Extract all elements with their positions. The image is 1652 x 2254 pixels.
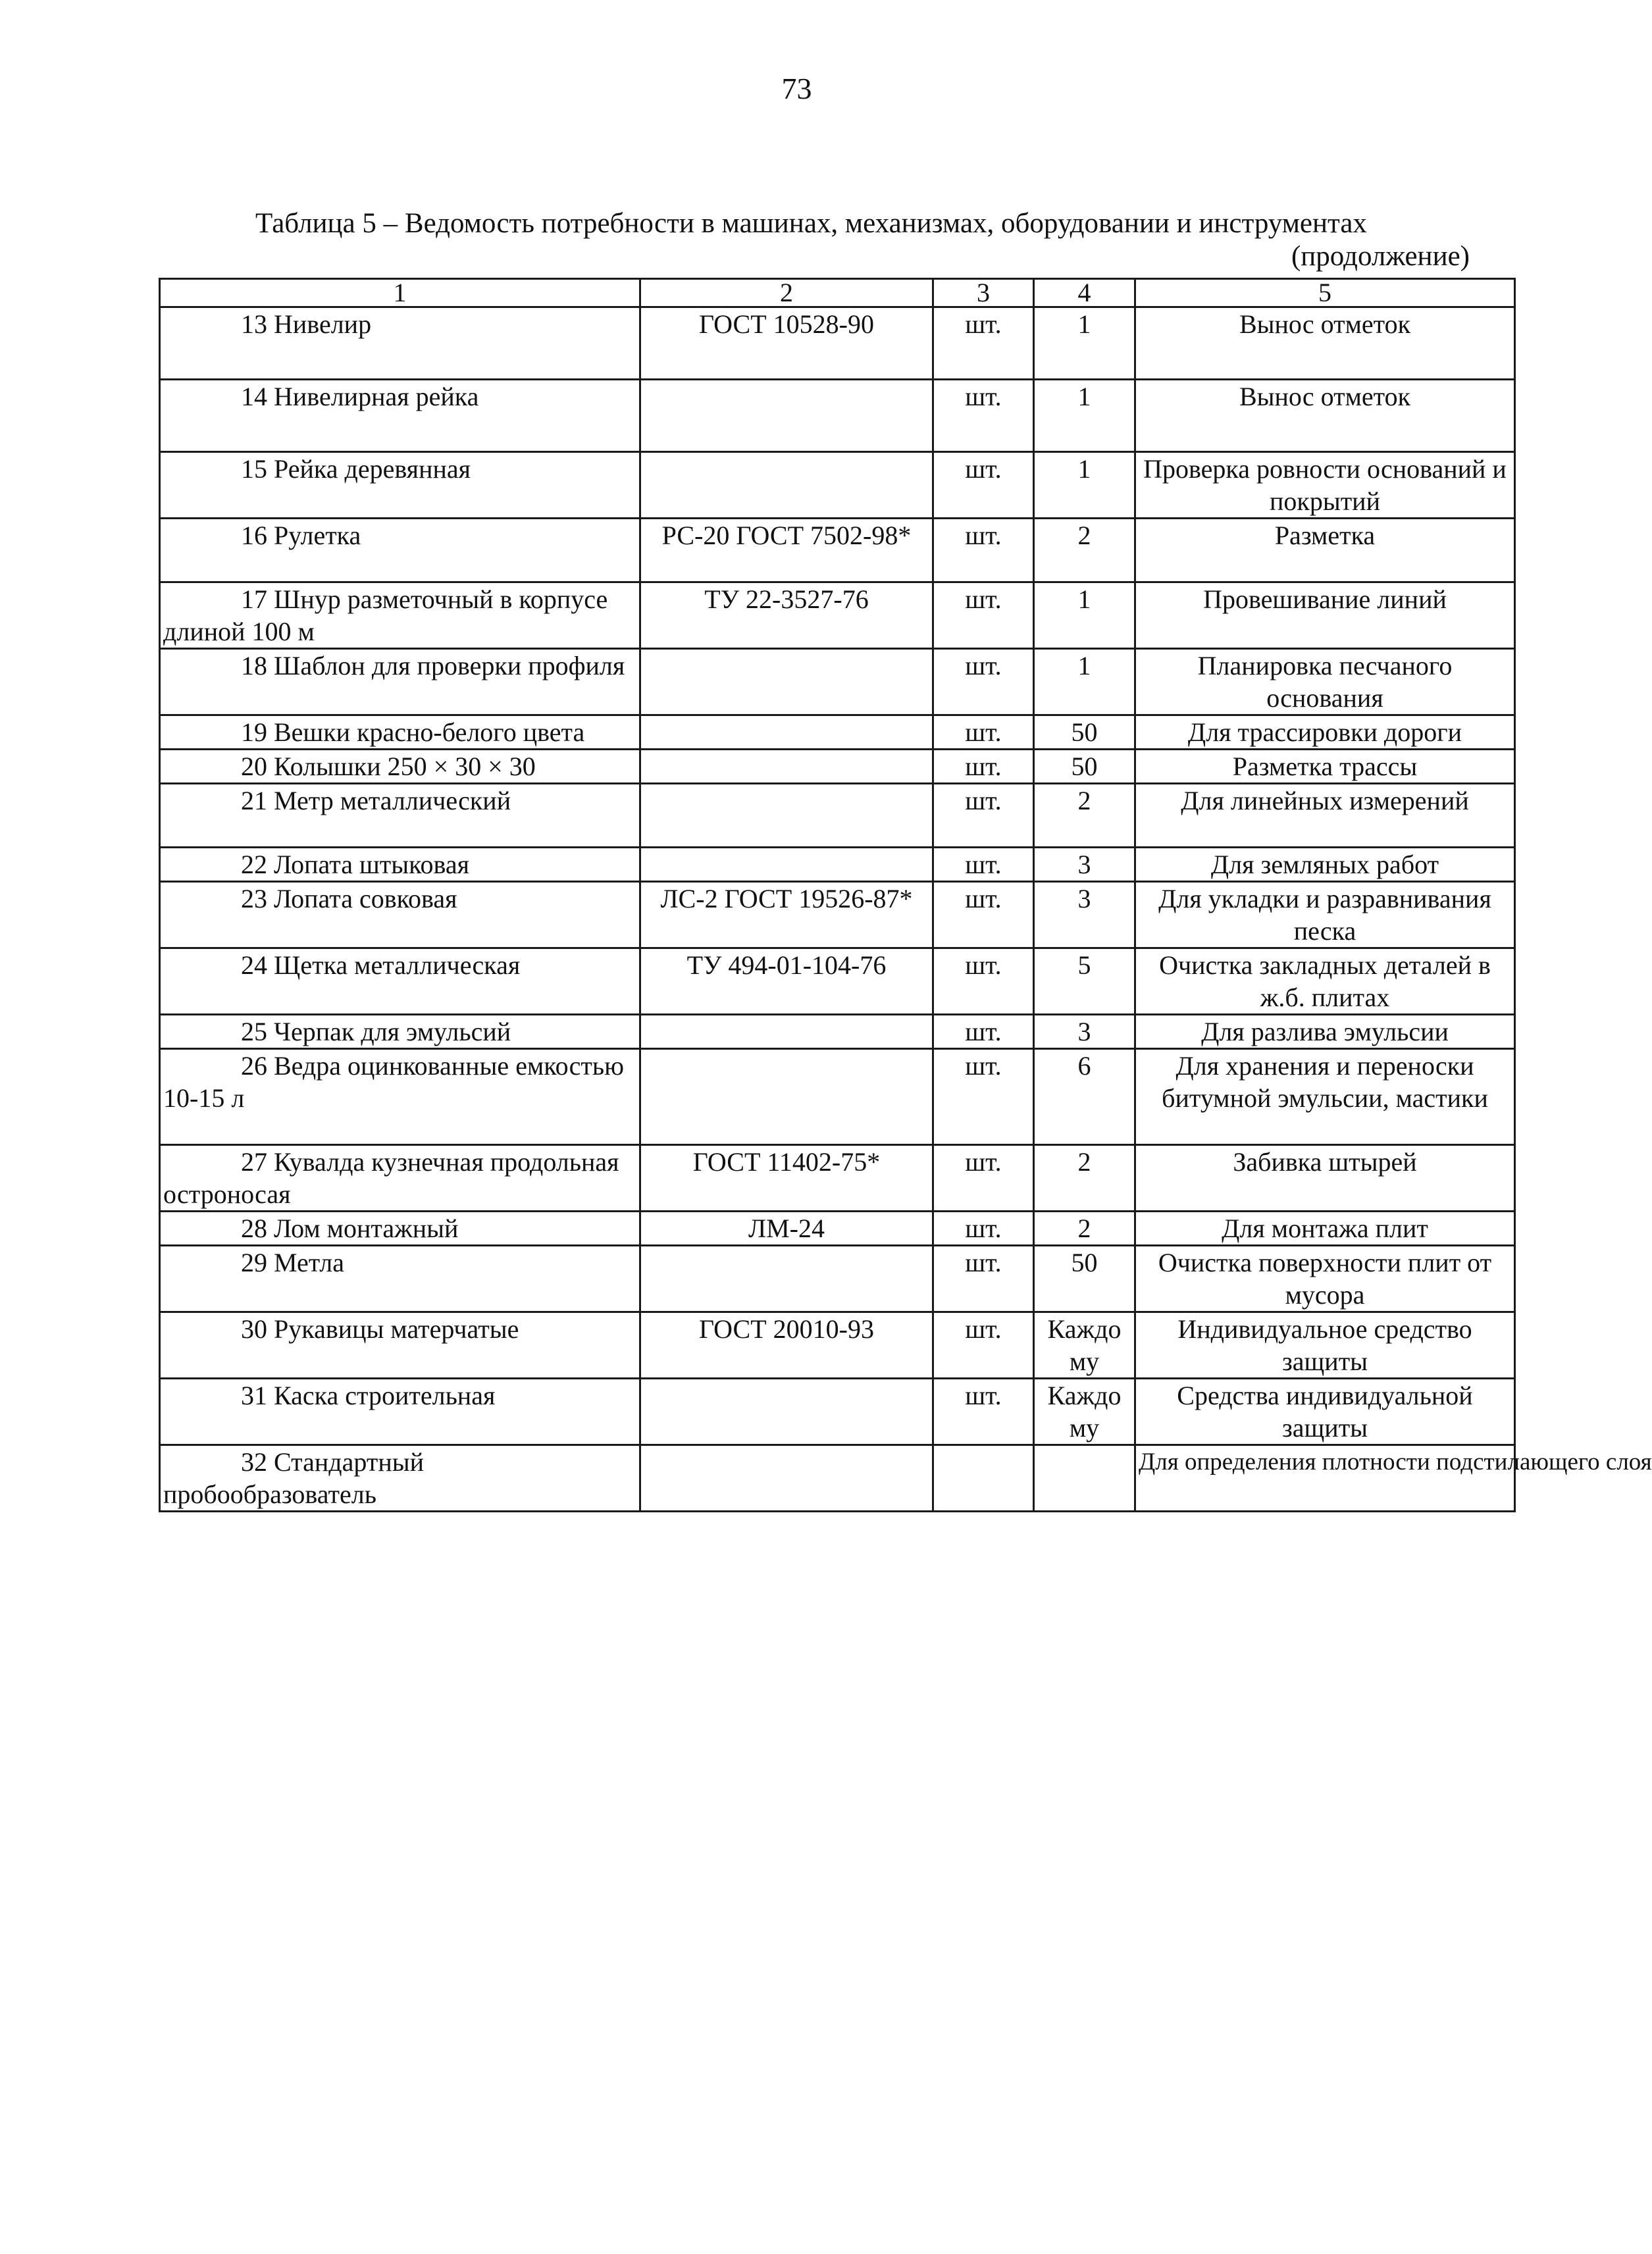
purpose-cell: Очистка закладных деталей в ж.б. плитах: [1135, 948, 1515, 1015]
column-header: 4: [1034, 279, 1135, 307]
standard-cell: [640, 380, 933, 452]
table-row: [160, 1049, 1515, 1145]
purpose-cell: Для укладки и разравнивания песка: [1135, 882, 1515, 948]
standard-cell: [640, 784, 933, 848]
item-name-cell: 30 Рукавицы матерчатые: [160, 1312, 640, 1379]
quantity-cell: Каждо му: [1034, 1379, 1135, 1445]
quantity-cell: [1034, 1445, 1135, 1512]
quantity-cell: 1: [1034, 582, 1135, 649]
item-name-cell: 16 Рулетка: [160, 519, 640, 582]
table-row: [160, 882, 1515, 948]
quantity-cell: 3: [1034, 848, 1135, 882]
table-row: [160, 715, 1515, 750]
unit-cell: шт.: [933, 784, 1034, 848]
table-row: [160, 649, 1515, 715]
standard-cell: [640, 1246, 933, 1312]
quantity-cell: 3: [1034, 882, 1135, 948]
table-continuation-note: (продолжение): [1291, 241, 1470, 272]
table-row: [160, 948, 1515, 1015]
item-name-cell: 23 Лопата совковая: [160, 882, 640, 948]
purpose-cell: Для земляных работ: [1135, 848, 1515, 882]
quantity-cell: 2: [1034, 784, 1135, 848]
column-header: 5: [1135, 279, 1515, 307]
quantity-cell: 2: [1034, 1212, 1135, 1246]
quantity-cell: 50: [1034, 750, 1135, 784]
purpose-cell: Для разлива эмульсии: [1135, 1015, 1515, 1049]
item-name-cell: 28 Лом монтажный: [160, 1212, 640, 1246]
quantity-cell: 1: [1034, 649, 1135, 715]
equipment-table: [159, 278, 1652, 1512]
item-name-cell: 27 Кувалда кузнечная продольная остроносая: [160, 1145, 640, 1212]
item-name-cell: 17 Шнур разметочный в корпусе длиной 100 м: [160, 582, 640, 649]
table-row: [160, 519, 1515, 582]
item-name-cell: 20 Колышки 250 × 30 × 30: [160, 750, 640, 784]
standard-cell: [640, 452, 933, 519]
unit-cell: [933, 1445, 1034, 1512]
standard-cell: [640, 649, 933, 715]
purpose-cell: Очистка поверхности плит от мусора: [1135, 1246, 1515, 1312]
purpose-cell: Для трассировки дороги: [1135, 715, 1515, 750]
standard-cell: [640, 1049, 933, 1145]
table-row: [160, 750, 1515, 784]
purpose-cell: Планировка песчаного основания: [1135, 649, 1515, 715]
standard-cell: ГОСТ 10528-90: [640, 307, 933, 380]
table-row: [160, 848, 1515, 882]
purpose-cell: Индивидуальное средство защиты: [1135, 1312, 1515, 1379]
item-name-cell: 31 Каска строительная: [160, 1379, 640, 1445]
table-row: [160, 1445, 1515, 1512]
unit-cell: шт.: [933, 1379, 1034, 1445]
quantity-cell: Каждо му: [1034, 1312, 1135, 1379]
standard-cell: [640, 750, 933, 784]
quantity-cell: 1: [1034, 452, 1135, 519]
standard-cell: [640, 1445, 933, 1512]
item-name-cell: 26 Ведра оцинкованные емкостью 10-15 л: [160, 1049, 640, 1145]
item-name-cell: 22 Лопата штыковая: [160, 848, 640, 882]
unit-cell: шт.: [933, 1145, 1034, 1212]
table-row: [160, 380, 1515, 452]
table-row: [160, 784, 1515, 848]
standard-cell: ГОСТ 20010-93: [640, 1312, 933, 1379]
quantity-cell: 1: [1034, 307, 1135, 380]
quantity-cell: 6: [1034, 1049, 1135, 1145]
table-title: Таблица 5 – Ведомость потребности в машинах, механизмах, оборудовании и инструментах: [255, 208, 1367, 239]
item-name-cell: 19 Вешки красно-белого цвета: [160, 715, 640, 750]
purpose-cell: Разметка: [1135, 519, 1515, 582]
column-header: 2: [640, 279, 933, 307]
quantity-cell: 2: [1034, 519, 1135, 582]
table-caption: [255, 207, 1470, 273]
unit-cell: шт.: [933, 948, 1034, 1015]
unit-cell: шт.: [933, 715, 1034, 750]
quantity-cell: 50: [1034, 1246, 1135, 1312]
purpose-cell: Для монтажа плит: [1135, 1212, 1515, 1246]
quantity-cell: 5: [1034, 948, 1135, 1015]
table-row: [160, 452, 1515, 519]
standard-cell: [640, 715, 933, 750]
table-header-row: [160, 279, 1515, 307]
quantity-cell: 50: [1034, 715, 1135, 750]
unit-cell: шт.: [933, 582, 1034, 649]
unit-cell: шт.: [933, 882, 1034, 948]
quantity-cell: 1: [1034, 380, 1135, 452]
page-number: 73: [781, 72, 812, 105]
purpose-cell: Для определения плотности подстилающего слоя: [1135, 1445, 1515, 1512]
purpose-cell: Разметка трассы: [1135, 750, 1515, 784]
standard-cell: [640, 848, 933, 882]
table-row: [160, 1312, 1515, 1379]
quantity-cell: 3: [1034, 1015, 1135, 1049]
table-row: [160, 1212, 1515, 1246]
standard-cell: ТУ 494-01-104-76: [640, 948, 933, 1015]
unit-cell: шт.: [933, 1312, 1034, 1379]
standard-cell: ЛМ-24: [640, 1212, 933, 1246]
standard-cell: ГОСТ 11402-75*: [640, 1145, 933, 1212]
column-header: 1: [160, 279, 640, 307]
unit-cell: шт.: [933, 519, 1034, 582]
unit-cell: шт.: [933, 649, 1034, 715]
table-row: [160, 1145, 1515, 1212]
purpose-cell: Вынос отметок: [1135, 380, 1515, 452]
item-name-cell: 15 Рейка деревянная: [160, 452, 640, 519]
purpose-cell: Для линейных измерений: [1135, 784, 1515, 848]
standard-cell: ЛС-2 ГОСТ 19526-87*: [640, 882, 933, 948]
table-row: [160, 1015, 1515, 1049]
unit-cell: шт.: [933, 848, 1034, 882]
standard-cell: РС-20 ГОСТ 7502-98*: [640, 519, 933, 582]
item-name-cell: 25 Черпак для эмульсий: [160, 1015, 640, 1049]
purpose-cell: Провешивание линий: [1135, 582, 1515, 649]
column-header: 3: [933, 279, 1034, 307]
unit-cell: шт.: [933, 1015, 1034, 1049]
unit-cell: шт.: [933, 1246, 1034, 1312]
unit-cell: шт.: [933, 1212, 1034, 1246]
item-name-cell: 29 Метла: [160, 1246, 640, 1312]
purpose-cell: Проверка ровности оснований и покрытий: [1135, 452, 1515, 519]
item-name-cell: 14 Нивелирная рейка: [160, 380, 640, 452]
table-row: [160, 307, 1515, 380]
purpose-cell: Для хранения и переноски битумной эмульсии, мастики: [1135, 1049, 1515, 1145]
unit-cell: шт.: [933, 750, 1034, 784]
standard-cell: ТУ 22-3527-76: [640, 582, 933, 649]
item-name-cell: 21 Метр металлический: [160, 784, 640, 848]
item-name-cell: 13 Нивелир: [160, 307, 640, 380]
purpose-cell: Вынос отметок: [1135, 307, 1515, 380]
table-row: [160, 1379, 1515, 1445]
unit-cell: шт.: [933, 307, 1034, 380]
quantity-cell: 2: [1034, 1145, 1135, 1212]
table-row: [160, 1246, 1515, 1312]
unit-cell: шт.: [933, 380, 1034, 452]
unit-cell: шт.: [933, 1049, 1034, 1145]
standard-cell: [640, 1015, 933, 1049]
standard-cell: [640, 1379, 933, 1445]
item-name-cell: 18 Шаблон для проверки профиля: [160, 649, 640, 715]
item-name-cell: 32 Стандартный пробообразователь: [160, 1445, 640, 1512]
purpose-cell: Забивка штырей: [1135, 1145, 1515, 1212]
item-name-cell: 24 Щетка металлическая: [160, 948, 640, 1015]
purpose-cell: Средства индивидуальной защиты: [1135, 1379, 1515, 1445]
table-row: [160, 582, 1515, 649]
unit-cell: шт.: [933, 452, 1034, 519]
